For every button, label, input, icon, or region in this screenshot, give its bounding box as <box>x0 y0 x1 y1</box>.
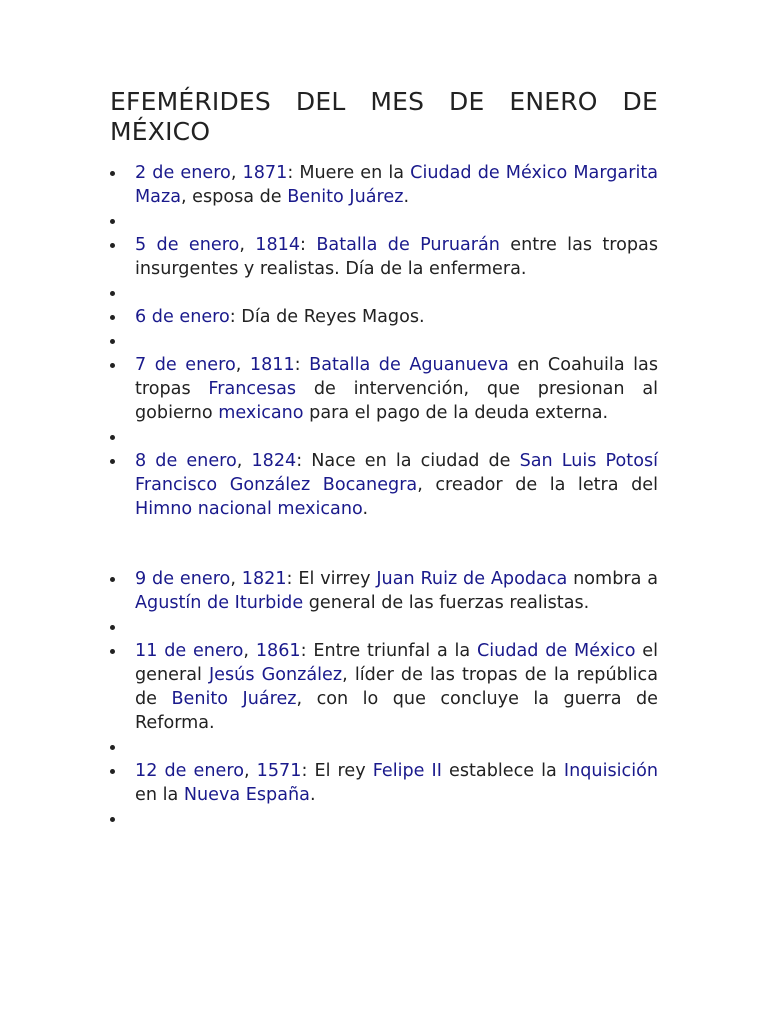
entry-text: . <box>403 187 410 207</box>
entry-link[interactable]: Ciudad de México <box>477 641 636 661</box>
bullet-icon <box>110 243 115 248</box>
bullet-icon <box>110 649 115 654</box>
list-item <box>110 305 658 329</box>
empty-list-item <box>110 209 658 233</box>
empty-list-item <box>110 807 658 831</box>
entry-text: , <box>243 761 257 781</box>
entry-text: : El virrey <box>286 569 377 589</box>
bullet-icon <box>110 459 115 464</box>
entry-text: , con lo que concluye la guerra de Reforma. <box>135 689 659 733</box>
ephemerides-list <box>110 161 658 831</box>
entry-text: . <box>362 499 369 519</box>
entry-text: el general <box>135 641 658 685</box>
entry-link[interactable]: 9 de enero <box>135 569 231 589</box>
entry-link[interactable]: mexicano <box>218 403 304 423</box>
list-item <box>110 233 658 281</box>
entry-text: , esposa de <box>180 187 288 207</box>
entry-link[interactable]: Juan Ruiz de Apodaca <box>376 569 568 589</box>
entry-link[interactable]: Francesas <box>208 379 297 399</box>
list-item <box>110 639 658 735</box>
list-item <box>110 353 658 425</box>
entry-text: en Coahuila las tropas <box>135 355 658 399</box>
entry-link[interactable]: 1824 <box>251 451 297 471</box>
entry-text: , <box>236 451 252 471</box>
empty-list-item <box>110 329 658 353</box>
entry-link[interactable]: 12 de enero <box>135 761 244 781</box>
entry-text: : <box>300 235 317 255</box>
entry-link[interactable]: Batalla de Aguanueva <box>309 355 509 375</box>
entry-link[interactable]: 7 de enero <box>135 355 236 375</box>
entry-link[interactable]: 1821 <box>241 569 287 589</box>
entry-link[interactable]: Margarita Maza <box>135 163 659 207</box>
page-title <box>110 87 658 147</box>
entry-text: establece la <box>441 761 564 781</box>
bullet-icon <box>110 291 115 296</box>
document-page <box>110 87 658 831</box>
entry-link[interactable]: Felipe II <box>372 761 442 781</box>
entry-text: : Día de Reyes Magos. <box>229 307 425 327</box>
entry-text: entre las tropas insurgentes y realistas. Día de la enfermera. <box>135 235 658 279</box>
empty-list-item <box>110 615 658 639</box>
entry-link[interactable]: 2 de enero <box>135 163 231 183</box>
entry-link[interactable]: Francisco González Bocanegra <box>135 475 418 495</box>
empty-list-item <box>110 735 658 759</box>
title-line-2: MÉXICO <box>110 117 211 146</box>
entry-text: en la <box>135 785 184 805</box>
bullet-icon <box>110 745 115 750</box>
bullet-icon <box>110 363 115 368</box>
list-item <box>110 161 658 209</box>
list-item <box>110 759 658 807</box>
entry-link[interactable]: 8 de enero <box>135 451 237 471</box>
entry-link[interactable]: 6 de enero <box>135 307 230 327</box>
entry-link[interactable]: 1861 <box>255 641 301 661</box>
entry-link[interactable]: Batalla de Puruarán <box>316 235 500 255</box>
entry-text: de intervención, que presionan al gobierno <box>135 379 658 423</box>
entry-text: : <box>294 355 310 375</box>
entry-text: nombra a <box>567 569 659 589</box>
entry-text: para el pago de la deuda externa. <box>303 403 609 423</box>
entry-link[interactable]: Inquisición <box>563 761 658 781</box>
empty-list-item <box>110 281 658 305</box>
entry-link[interactable]: 1571 <box>256 761 302 781</box>
entry-link[interactable]: 11 de enero <box>135 641 244 661</box>
entry-text: , <box>243 641 256 661</box>
entry-text: , creador de la letra del <box>417 475 658 495</box>
list-item <box>110 567 658 615</box>
list-item <box>110 449 658 521</box>
entry-text: . <box>309 785 316 805</box>
entry-text: , <box>239 235 256 255</box>
bullet-icon <box>110 817 115 822</box>
entry-text: : Muere en la <box>287 163 411 183</box>
bullet-icon <box>110 625 115 630</box>
empty-list-item <box>110 425 658 449</box>
bullet-icon <box>110 339 115 344</box>
bullet-icon <box>110 219 115 224</box>
entry-text: general de las fuerzas realistas. <box>303 593 590 613</box>
entry-link[interactable]: Nueva España <box>183 785 310 805</box>
entry-link[interactable]: 5 de enero <box>135 235 240 255</box>
entry-link[interactable]: San Luis Potosí <box>519 451 659 471</box>
entry-link[interactable]: Agustín de Iturbide <box>135 593 304 613</box>
entry-text: , <box>230 163 243 183</box>
entry-text: : Entre triunfal a la <box>300 641 477 661</box>
entry-link[interactable]: 1811 <box>249 355 295 375</box>
entry-link[interactable]: 1814 <box>255 235 301 255</box>
entry-link[interactable]: Benito Juárez <box>287 187 404 207</box>
entry-text: : El rey <box>301 761 373 781</box>
entry-text: , <box>235 355 250 375</box>
bullet-icon <box>110 171 115 176</box>
entry-text: , <box>230 569 242 589</box>
bullet-icon <box>110 769 115 774</box>
bullet-icon <box>110 435 115 440</box>
entry-link[interactable]: Himno nacional mexicano <box>135 499 363 519</box>
entry-text: , líder de las tropas de la república de <box>135 665 658 709</box>
title-line-1: EFEMÉRIDES DEL MES DE ENERO DE <box>110 87 658 116</box>
bullet-icon <box>110 577 115 582</box>
entry-link[interactable]: 1871 <box>242 163 288 183</box>
entry-link[interactable]: Ciudad de México <box>410 163 568 183</box>
entry-link[interactable]: Benito Juárez <box>171 689 297 709</box>
entry-text: : Nace en la ciudad de <box>296 451 520 471</box>
bullet-icon <box>110 315 115 320</box>
entry-link[interactable]: Jesús González <box>208 665 343 685</box>
